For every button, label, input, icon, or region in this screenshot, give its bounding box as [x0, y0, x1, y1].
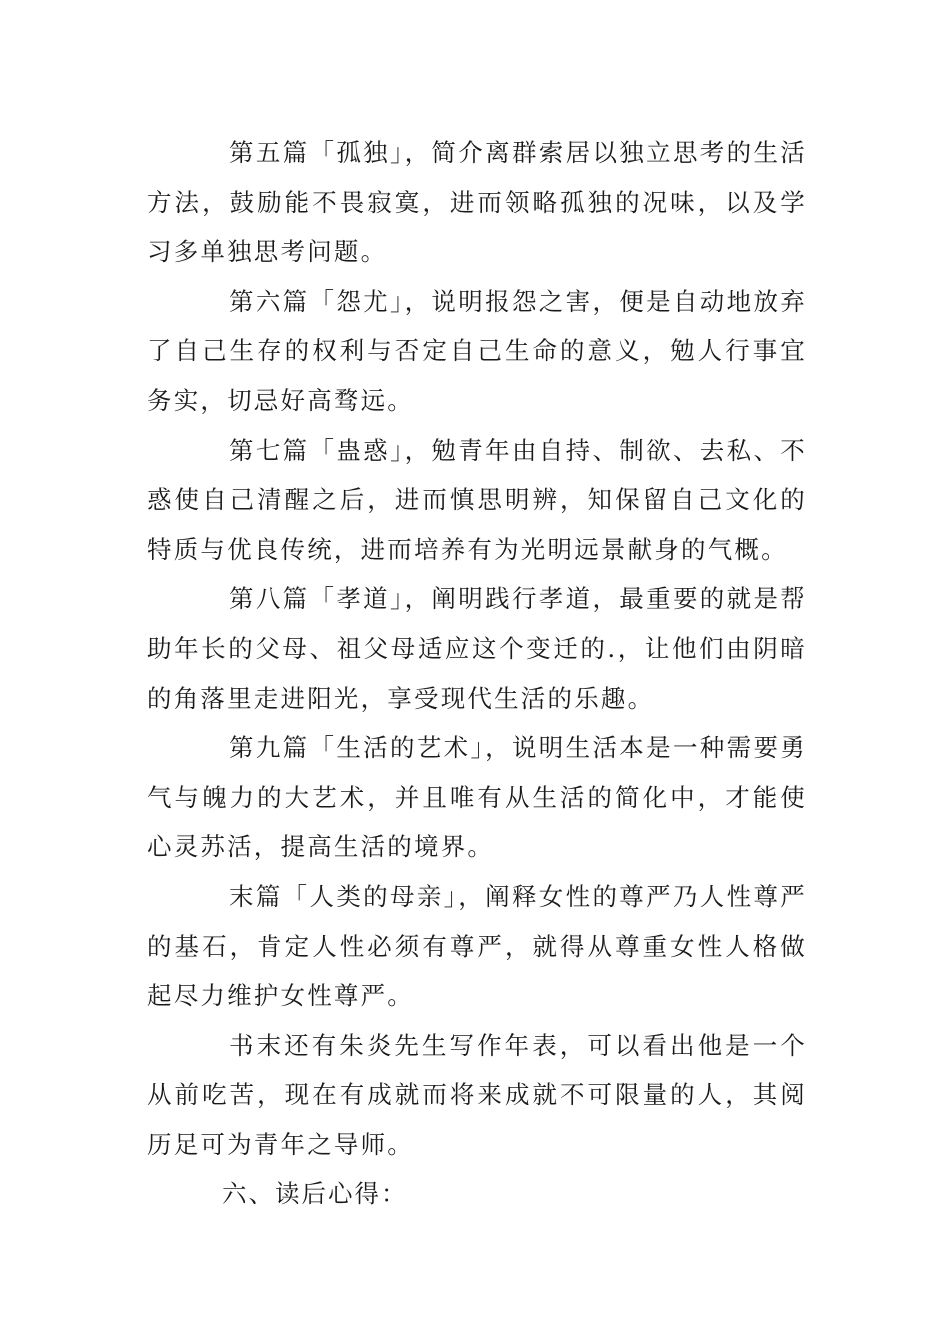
paragraph-chapter-6: 第六篇「怨尤」，说明报怨之害，便是自动地放弃了自己生存的权利与否定自己生命的意义，勉人行事宜务实，切忌好高骛远。: [147, 286, 807, 415]
paragraph-chapter-9: 第九篇「生活的艺术」，说明生活本是一种需要勇气与魄力的大艺术，并且唯有从生活的简化中，才能使心灵苏活，提高生活的境界。: [147, 733, 807, 862]
paragraph-final-chapter: 末篇「人类的母亲」，阐释女性的尊严乃人性尊严的基石，肯定人性必须有尊严，就得从尊重女性人格做起尽力维护女性尊严。: [147, 881, 807, 1011]
paragraph-chapter-5: 第五篇「孤独」，简介离群索居以独立思考的生活方法，鼓励能不畏寂寞，进而领略孤独的况味，以及学习多单独思考问题。: [147, 138, 807, 267]
paragraph-chapter-8: 第八篇「孝道」，阐明践行孝道，最重要的就是帮助年长的父母、祖父母适应这个变迁的.，让他们由阴暗的角落里走进阳光，享受现代生活的乐趣。: [147, 584, 807, 713]
section-heading: 六、读后心得：: [222, 1179, 408, 1209]
document-body: [147, 128, 807, 1219]
paragraph-appendix-note: 书末还有朱炎先生写作年表，可以看出他是一个从前吃苦，现在有成就而将来成就不可限量的人，其阅历足可为青年之导师。: [147, 1030, 807, 1159]
paragraph-chapter-7: 第七篇「蛊惑」，勉青年由自持、制欲、去私、不惑使自己清醒之后，进而慎思明辨，知保留自己文化的特质与优良传统，进而培养有为光明远景献身的气概。: [147, 435, 807, 564]
